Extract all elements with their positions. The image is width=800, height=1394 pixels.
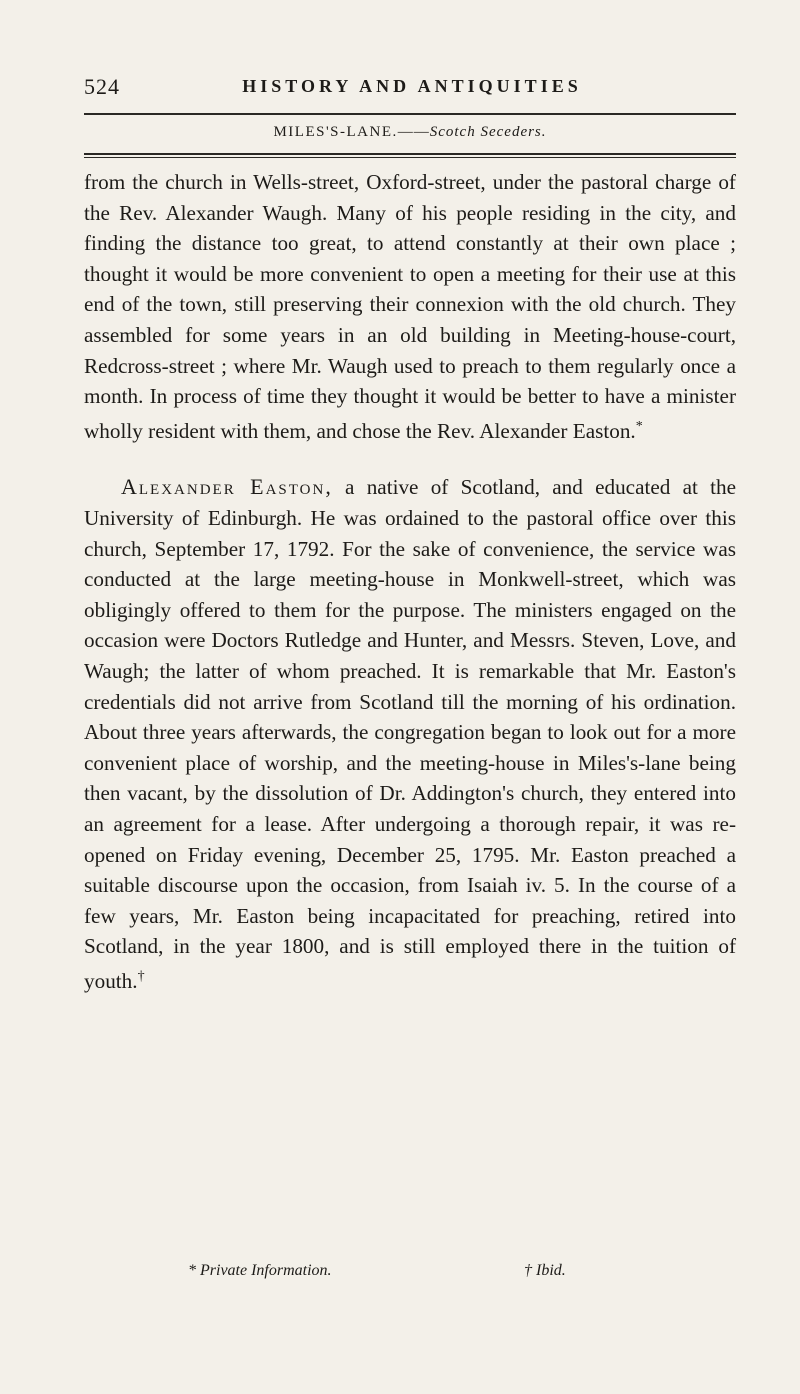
section-topic: Scotch Seceders. [429, 124, 547, 140]
footnote-2: † Ibid. [524, 1262, 566, 1279]
header-rule [84, 113, 736, 115]
paragraph-1 [84, 167, 736, 446]
footnote-mark-2: † [137, 968, 145, 984]
page-number: 524 [84, 74, 120, 99]
section-title: MILES'S-LANE. [273, 124, 398, 140]
paragraph-2-text: a native of Scotland, and educated at the University of Edinburgh. He was ordained to the pastoral office over this church, September 17, 1792. For the sake of convenience, the service was conducted at the large meeting-house in Monkwell-street, which was obligingly offered to them for the purpose. The ministers engaged on the occasion were Doctors Rutledge and Hunter, and Messrs. Steven, Love, and Waugh; the latter of whom preached. It is remarkable that Mr. Easton's credentials did not arrive from Scotland till the morning of his ordination. About three years afterwards, the congregation began to look out for a more convenient place of worship, and the meeting-house in Miles's-lane being then vacant, by the dissolution of Dr. Addington's church, they entered into an agreement for a lease. After undergoing a thorough repair, it was re-opened on Friday evening, December 25, 1795. Mr. Easton preached a suitable discourse upon the occasion, from Isaiah iv. 5. In the course of a few years, Mr. Easton being incapacitated for preaching, retired into Scotland, in the year 1800, and is still employed there in the tuition of youth. [84, 475, 736, 993]
running-title: HISTORY AND ANTIQUITIES [242, 76, 582, 96]
body-text [84, 167, 736, 997]
paragraph-2-name: Alexander Easton, [121, 474, 333, 500]
paragraph-2 [84, 472, 736, 996]
section-subheader [84, 124, 736, 141]
subheader-rule-thin [84, 157, 736, 158]
footnote-1: * Private Information. [188, 1262, 332, 1279]
footnote-mark-1: * [635, 418, 643, 434]
paragraph-1-text: from the church in Wells-street, Oxford-street, under the pastoral charge of the Rev. Alexander Waugh. Many of his people residing in the city, and finding the distance too great, to attend constantly at their own place ; thought it would be more convenient to open a meeting for their use at this end of the town, still preserving their connexion with the old church. They assembled for some years in an old building in Meeting-house-court, Redcross-street ; where Mr. Waugh used to preach to them regularly once a month. In process of time they thought it would be better to have a minister wholly resident with them, and chose the Rev. Alexander Easton. [84, 170, 736, 443]
page-header [84, 74, 740, 104]
subheader-rule-thick [84, 153, 736, 155]
section-dash: —— [397, 124, 430, 140]
